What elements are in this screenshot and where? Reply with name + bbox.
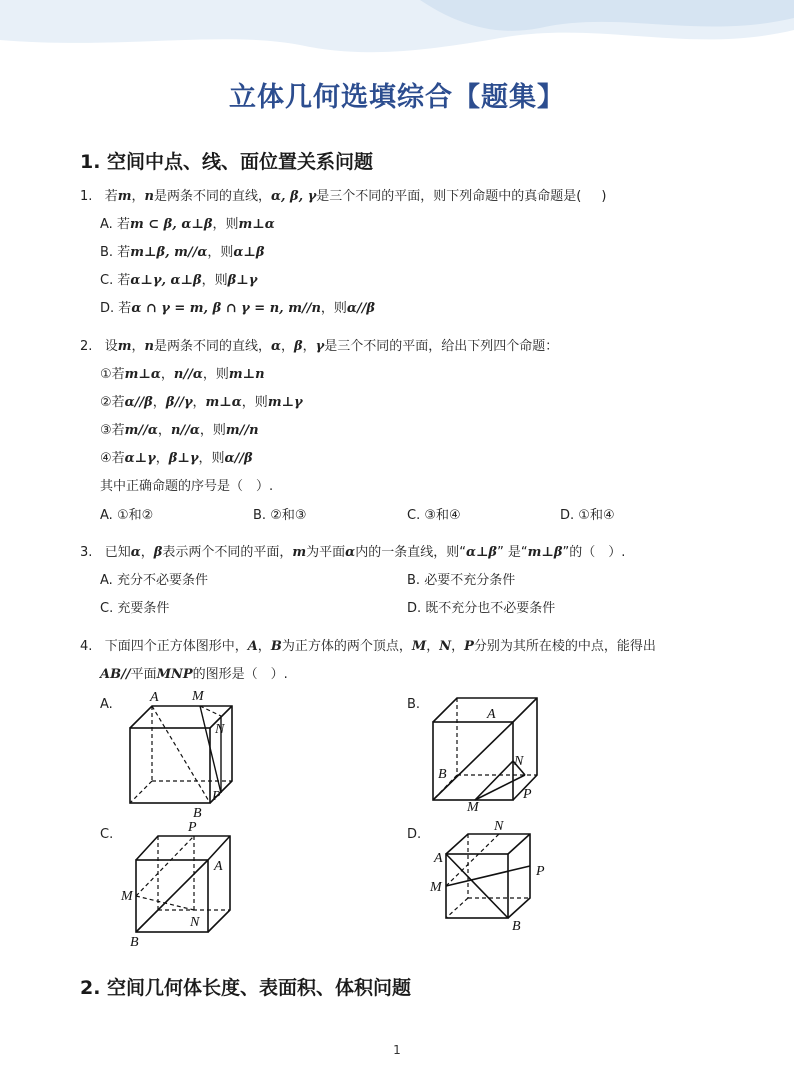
q1-text: 是两条不同的直线， <box>153 189 271 204</box>
option-label: D. <box>407 601 422 616</box>
q3-option-b[interactable] <box>407 572 515 590</box>
q2-option-c[interactable] <box>407 507 461 525</box>
section-heading-1: 1. 空间中点、线、面位置关系问题 <box>80 151 374 173</box>
prop-math: m⊥α <box>124 367 161 382</box>
q3-math: α⊥β <box>465 545 498 560</box>
q2-text: ， <box>131 339 145 354</box>
prop-math: m//α <box>124 423 158 438</box>
q4-math: A <box>247 639 258 654</box>
q2-text: ， <box>302 339 316 354</box>
figure-label-b: B <box>130 935 139 950</box>
option-text: ②和③ <box>270 508 307 523</box>
prop-text: ①若 <box>100 367 125 382</box>
q3-option-d[interactable] <box>407 600 555 618</box>
q2-question: 其中正确命题的序号是（ ）. <box>100 479 274 494</box>
q4-text: 的图形是（ ）. <box>192 667 288 682</box>
q1-text: 若 <box>104 189 118 204</box>
question-1-stem <box>80 188 606 206</box>
prop-math: β⊥γ <box>168 451 199 466</box>
cube-figure-c <box>118 818 243 957</box>
option-text: ①和② <box>116 508 154 523</box>
option-math: α⊥β <box>233 245 265 260</box>
figure-label-p: P <box>212 789 221 804</box>
q3-option-a[interactable] <box>100 572 208 590</box>
prop-text: ③若 <box>100 423 125 438</box>
option-text: 若 <box>116 217 130 232</box>
prop-math: m⊥n <box>228 367 265 382</box>
q3-text: ” 是“ <box>497 545 528 560</box>
prop-math: α//β <box>224 451 253 466</box>
q4-math: AB// <box>100 667 131 682</box>
prop-math: n//α <box>173 367 203 382</box>
q4-option-d-label[interactable]: D. <box>407 827 422 842</box>
prop-text: ， <box>160 367 174 382</box>
option-text: 必要不充分条件 <box>424 573 516 588</box>
q4-text: ， <box>426 639 440 654</box>
question-number: 4. <box>80 639 93 654</box>
prop-math: β//γ <box>165 395 193 410</box>
cube-figure-b <box>425 690 550 819</box>
option-text: 充分不必要条件 <box>116 573 208 588</box>
q2-option-a[interactable] <box>100 507 153 525</box>
q3-math: β <box>153 545 163 560</box>
option-math: β⊥γ <box>227 273 258 288</box>
option-text: 若 <box>117 245 131 260</box>
q4-math: P <box>464 639 474 654</box>
q4-option-c-label[interactable]: C. <box>100 827 114 842</box>
q4-text: 分别为其所在棱的中点，能得出 <box>473 639 656 654</box>
q2-proposition-1 <box>100 366 265 384</box>
figure-label-b: B <box>193 806 202 821</box>
option-math: m⊥β, m//α <box>130 245 208 260</box>
question-number: 1. <box>80 189 93 204</box>
option-math: α//β <box>346 301 376 316</box>
option-label: C. <box>100 273 114 288</box>
q2-text: ， <box>280 339 294 354</box>
header-wave-decoration <box>0 0 794 60</box>
q1-option-d[interactable] <box>100 300 375 318</box>
option-text: 既不充分也不必要条件 <box>425 601 556 616</box>
option-text: ①和④ <box>578 508 615 523</box>
q3-math: α <box>345 545 356 560</box>
question-4-stem-line2 <box>100 666 288 684</box>
q3-math: m⊥β <box>527 545 563 560</box>
question-number: 3. <box>80 545 93 560</box>
q2-option-d[interactable] <box>560 507 615 525</box>
q4-math: N <box>439 639 452 654</box>
option-label: C. <box>100 601 114 616</box>
figure-label-a: A <box>434 851 443 866</box>
option-text: 若 <box>117 273 131 288</box>
figure-label-n: N <box>190 915 200 930</box>
q4-math: MNP <box>156 667 193 682</box>
q3-text: 为平面 <box>306 545 346 560</box>
q2-math-gamma: γ <box>315 339 325 354</box>
q1-math-n: n <box>144 189 154 204</box>
option-label: B. <box>253 508 267 523</box>
section-heading-2: 2. 空间几何体长度、表面积、体积问题 <box>80 977 412 999</box>
figure-label-n: N <box>514 754 524 769</box>
figure-label-b: B <box>438 767 447 782</box>
figure-label-m: M <box>121 889 133 904</box>
option-math: α ∩ γ = m, β ∩ γ = n, m//n <box>131 301 321 316</box>
figure-label-p: P <box>523 787 532 802</box>
q3-text: ， <box>140 545 154 560</box>
q4-text: ， <box>257 639 271 654</box>
q4-math: B <box>270 639 282 654</box>
q4-text: 为正方体的两个顶点， <box>281 639 412 654</box>
option-label: C. <box>407 508 421 523</box>
figure-label-n: N <box>494 819 504 834</box>
q1-text: ， <box>131 189 145 204</box>
q4-text: ， <box>451 639 465 654</box>
prop-text: ， <box>152 395 166 410</box>
q1-math-planes: α, β, γ <box>270 189 317 204</box>
option-label: D. <box>100 301 115 316</box>
option-text: ，则 <box>201 273 228 288</box>
q2-proposition-2 <box>100 394 303 412</box>
q3-math: α <box>130 545 141 560</box>
prop-text: ， <box>157 423 171 438</box>
q4-option-b-label[interactable]: B. <box>407 697 421 712</box>
q4-option-a-label[interactable]: A. <box>100 697 113 712</box>
prop-math: α⊥γ <box>124 451 156 466</box>
option-label: A. <box>100 573 113 588</box>
option-text: ③和④ <box>424 508 461 523</box>
prop-text: ④若 <box>100 451 125 466</box>
cube-figure-a <box>120 686 240 825</box>
option-label: B. <box>407 573 421 588</box>
option-text: 若 <box>118 301 132 316</box>
q3-text: ”的（ ）. <box>562 545 626 560</box>
q1-text: 是三个不同的平面，则下列命题中的真命题是( <box>316 189 582 204</box>
question-3-stem <box>80 544 625 562</box>
q2-proposition-4 <box>100 450 253 468</box>
q3-text: 已知 <box>104 545 131 560</box>
figure-label-a: A <box>150 690 159 705</box>
q2-text: 是三个不同的平面，给出下列四个命题： <box>324 339 559 354</box>
prop-math: n//α <box>170 423 200 438</box>
figure-label-m: M <box>430 880 442 895</box>
prop-text: ②若 <box>100 395 125 410</box>
q1-option-c[interactable] <box>100 272 257 290</box>
q2-text: 是两条不同的直线， <box>153 339 271 354</box>
question-number: 2. <box>80 339 93 354</box>
q2-math-beta: β <box>293 339 303 354</box>
option-math: m ⊂ β, α⊥β <box>129 217 213 232</box>
prop-text: ，则 <box>198 451 225 466</box>
page-number: 1 <box>393 1043 401 1057</box>
figure-label-a: A <box>214 859 223 874</box>
prop-text: ，则 <box>241 395 268 410</box>
q2-proposition-3 <box>100 422 259 440</box>
figure-label-m: M <box>192 689 204 704</box>
q2-text: 设 <box>104 339 118 354</box>
prop-text: ， <box>155 451 169 466</box>
q3-option-c[interactable] <box>100 600 169 618</box>
prop-text: ，则 <box>199 423 226 438</box>
prop-text: ， <box>192 395 206 410</box>
prop-math: m//n <box>225 423 259 438</box>
option-label: B. <box>100 245 114 260</box>
prop-math: m⊥α <box>205 395 242 410</box>
q2-math-alpha: α <box>270 339 281 354</box>
figure-label-a: A <box>487 707 496 722</box>
q3-text: 内的一条直线，则“ <box>355 545 466 560</box>
figure-label-p: P <box>188 820 197 835</box>
q2-math-m: m <box>117 339 132 354</box>
prop-math: m⊥γ <box>267 395 303 410</box>
prop-math: α//β <box>124 395 153 410</box>
option-label: A. <box>100 508 113 523</box>
cube-figure-d <box>428 818 548 940</box>
q1-option-b[interactable] <box>100 244 265 262</box>
q1-option-a[interactable] <box>100 216 275 234</box>
figure-label-b: B <box>512 919 521 934</box>
prop-text: ，则 <box>202 367 229 382</box>
q3-math: m <box>292 545 307 560</box>
question-4-stem <box>80 638 656 656</box>
q4-math: M <box>411 639 427 654</box>
option-text: ，则 <box>212 217 239 232</box>
q4-text: 下面四个正方体图形中， <box>104 639 248 654</box>
q4-text: 平面 <box>130 667 157 682</box>
page-title: 立体几何选填综合【题集】 <box>229 82 565 113</box>
option-label: A. <box>100 217 113 232</box>
question-2-stem <box>80 338 558 356</box>
figure-label-n: N <box>215 722 225 737</box>
figure-label-m: M <box>467 800 479 815</box>
q3-text: 表示两个不同的平面， <box>162 545 293 560</box>
q2-option-b[interactable] <box>253 507 307 525</box>
figure-label-p: P <box>536 864 545 879</box>
option-text: ，则 <box>207 245 234 260</box>
option-math: m⊥α <box>238 217 275 232</box>
option-text: 充要条件 <box>117 601 170 616</box>
q1-text: ) <box>601 189 607 204</box>
q2-math-n: n <box>144 339 154 354</box>
option-text: ，则 <box>320 301 347 316</box>
option-label: D. <box>560 508 575 523</box>
option-math: α⊥γ, α⊥β <box>130 273 202 288</box>
q1-math-m: m <box>117 189 132 204</box>
